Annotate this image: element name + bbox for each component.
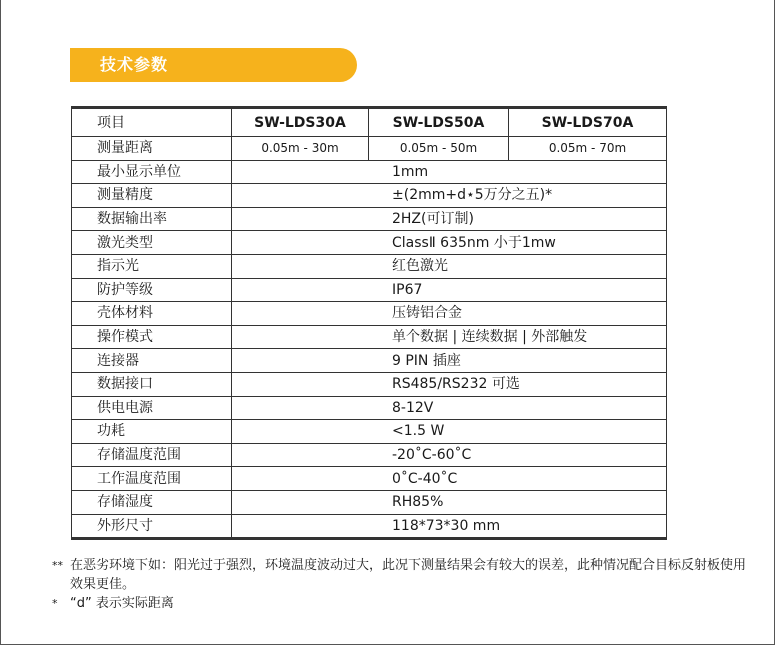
- footnotes: [52, 556, 752, 613]
- row-value: ClassⅡ 635nm 小于1mw: [232, 231, 667, 255]
- header-label: 项目: [72, 108, 232, 137]
- row-value: RH85%: [232, 490, 667, 514]
- model-sw-lds50a: SW-LDS50A: [369, 108, 509, 137]
- table-row: [72, 349, 667, 373]
- row-label: 激光类型: [72, 231, 232, 255]
- row-label: 工作温度范围: [72, 467, 232, 491]
- table-row: [72, 325, 667, 349]
- range-value: 0.05m - 30m: [232, 137, 369, 161]
- range-value: 0.05m - 50m: [369, 137, 509, 161]
- table-row: [72, 514, 667, 539]
- footnote-text: “d” 表示实际距离: [70, 596, 174, 611]
- table-row: [72, 254, 667, 278]
- row-value: 0˚C-40˚C: [232, 467, 667, 491]
- table-row: [72, 467, 667, 491]
- model-sw-lds30a: SW-LDS30A: [232, 108, 369, 137]
- table-row: [72, 420, 667, 444]
- row-value: IP67: [232, 278, 667, 302]
- row-value: 1mm: [232, 160, 667, 184]
- row-label: 供电电源: [72, 396, 232, 420]
- row-label: 存储湿度: [72, 490, 232, 514]
- page-border-left: [0, 0, 1, 645]
- row-value: <1.5 W: [232, 420, 667, 444]
- row-label: 功耗: [72, 420, 232, 444]
- table-row: [72, 137, 667, 161]
- row-label: 连接器: [72, 349, 232, 373]
- row-value: ±(2mm+d⋆5万分之五)*: [232, 184, 667, 208]
- footnote-text: 在恶劣环境下如：阳光过于强烈，环境温度波动过大，此况下测量结果会有较大的误差，此种情况配合目标反射板使用效果更佳。: [70, 558, 747, 592]
- row-value: RS485/RS232 可选: [232, 372, 667, 396]
- footnote: [52, 556, 752, 594]
- section-title: 技术参数: [100, 55, 169, 74]
- row-value: 8-12V: [232, 396, 667, 420]
- row-value: 单个数据 | 连续数据 | 外部触发: [232, 325, 667, 349]
- table-row: [72, 302, 667, 326]
- row-value: 2HZ(可订制): [232, 207, 667, 231]
- row-label: 最小显示单位: [72, 160, 232, 184]
- footnote-mark: **: [52, 559, 63, 572]
- row-value: 压铸铝合金: [232, 302, 667, 326]
- table-row: [72, 184, 667, 208]
- table-row: [72, 490, 667, 514]
- table-row: [72, 278, 667, 302]
- footnote-mark: *: [52, 597, 58, 610]
- row-label: 指示光: [72, 254, 232, 278]
- table-row: [72, 396, 667, 420]
- row-label: 外形尺寸: [72, 514, 232, 539]
- row-label: 操作模式: [72, 325, 232, 349]
- table-row: [72, 372, 667, 396]
- table-row: [72, 160, 667, 184]
- row-label: 数据接口: [72, 372, 232, 396]
- section-banner: [70, 48, 357, 82]
- row-label: 存储温度范围: [72, 443, 232, 467]
- table-header-row: [72, 108, 667, 137]
- range-value: 0.05m - 70m: [509, 137, 667, 161]
- row-label: 测量距离: [72, 137, 232, 161]
- table-row: [72, 207, 667, 231]
- table-row: [72, 231, 667, 255]
- row-value: 118*73*30 mm: [232, 514, 667, 539]
- row-label: 壳体材料: [72, 302, 232, 326]
- row-value: 红色激光: [232, 254, 667, 278]
- model-sw-lds70a: SW-LDS70A: [509, 108, 667, 137]
- row-label: 测量精度: [72, 184, 232, 208]
- row-label: 防护等级: [72, 278, 232, 302]
- spec-table: [71, 106, 667, 540]
- footnote: [52, 594, 752, 613]
- row-value: -20˚C-60˚C: [232, 443, 667, 467]
- row-label: 数据输出率: [72, 207, 232, 231]
- row-value: 9 PIN 插座: [232, 349, 667, 373]
- table-row: [72, 443, 667, 467]
